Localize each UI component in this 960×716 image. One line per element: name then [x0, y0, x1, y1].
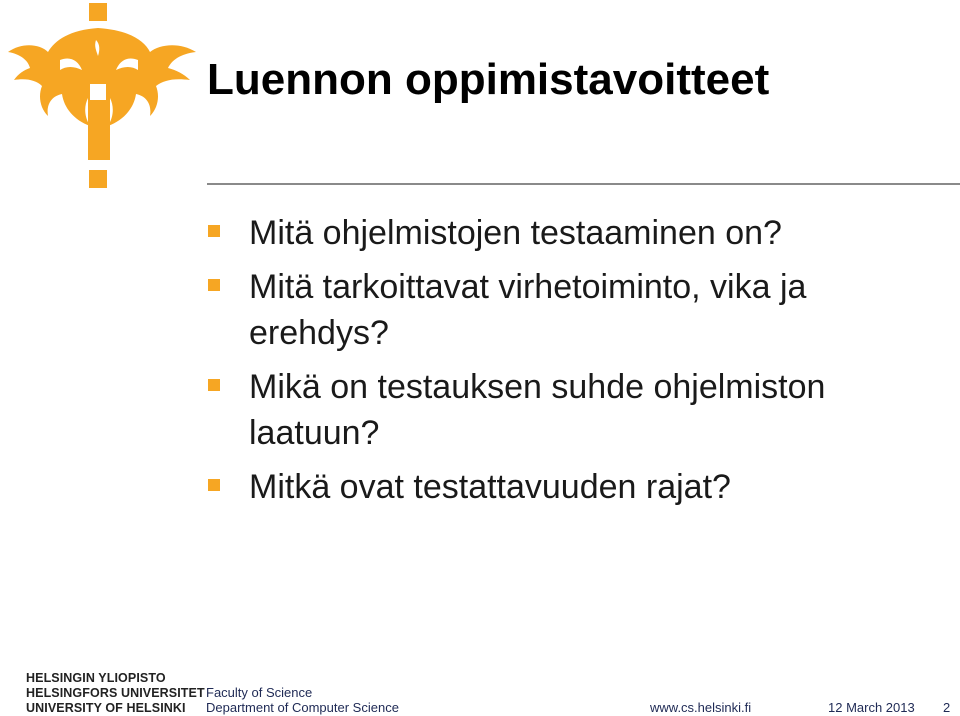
bullet-text: Mitä ohjelmistojen testaaminen on?	[249, 214, 782, 252]
bullet-text: Mikä on testauksen suhde ohjelmiston laatuun?	[249, 368, 826, 452]
title-divider	[207, 183, 960, 185]
bullet-item	[208, 264, 928, 356]
university-name-english: UNIVERSITY OF HELSINKI	[26, 701, 186, 715]
footer-url: www.cs.helsinki.fi	[650, 700, 752, 715]
page-number: 2	[943, 700, 951, 715]
university-flame-logo-icon	[0, 0, 200, 195]
university-name-finnish: HELSINGIN YLIOPISTO	[26, 671, 166, 685]
slide-title: Luennon oppimistavoitteet	[207, 55, 770, 104]
square-bullet-icon	[208, 379, 220, 391]
bullet-text: Mitä tarkoittavat virhetoiminto, vika ja erehdys?	[249, 268, 807, 352]
square-bullet-icon	[208, 279, 220, 291]
square-bullet-icon	[208, 479, 220, 491]
square-bullet-icon	[208, 225, 220, 237]
bullet-item	[208, 464, 928, 510]
footer-affiliation	[206, 685, 399, 715]
bullet-list	[208, 210, 928, 518]
footer-date: 12 March 2013	[828, 700, 915, 715]
university-name-logo	[26, 671, 205, 716]
bullet-item	[208, 210, 928, 256]
department-name: Department of Computer Science	[206, 700, 399, 715]
bullet-item	[208, 364, 928, 456]
university-name-swedish: HELSINGFORS UNIVERSITET	[26, 686, 205, 700]
bullet-text: Mitkä ovat testattavuuden rajat?	[249, 468, 731, 506]
faculty-name: Faculty of Science	[206, 685, 313, 700]
